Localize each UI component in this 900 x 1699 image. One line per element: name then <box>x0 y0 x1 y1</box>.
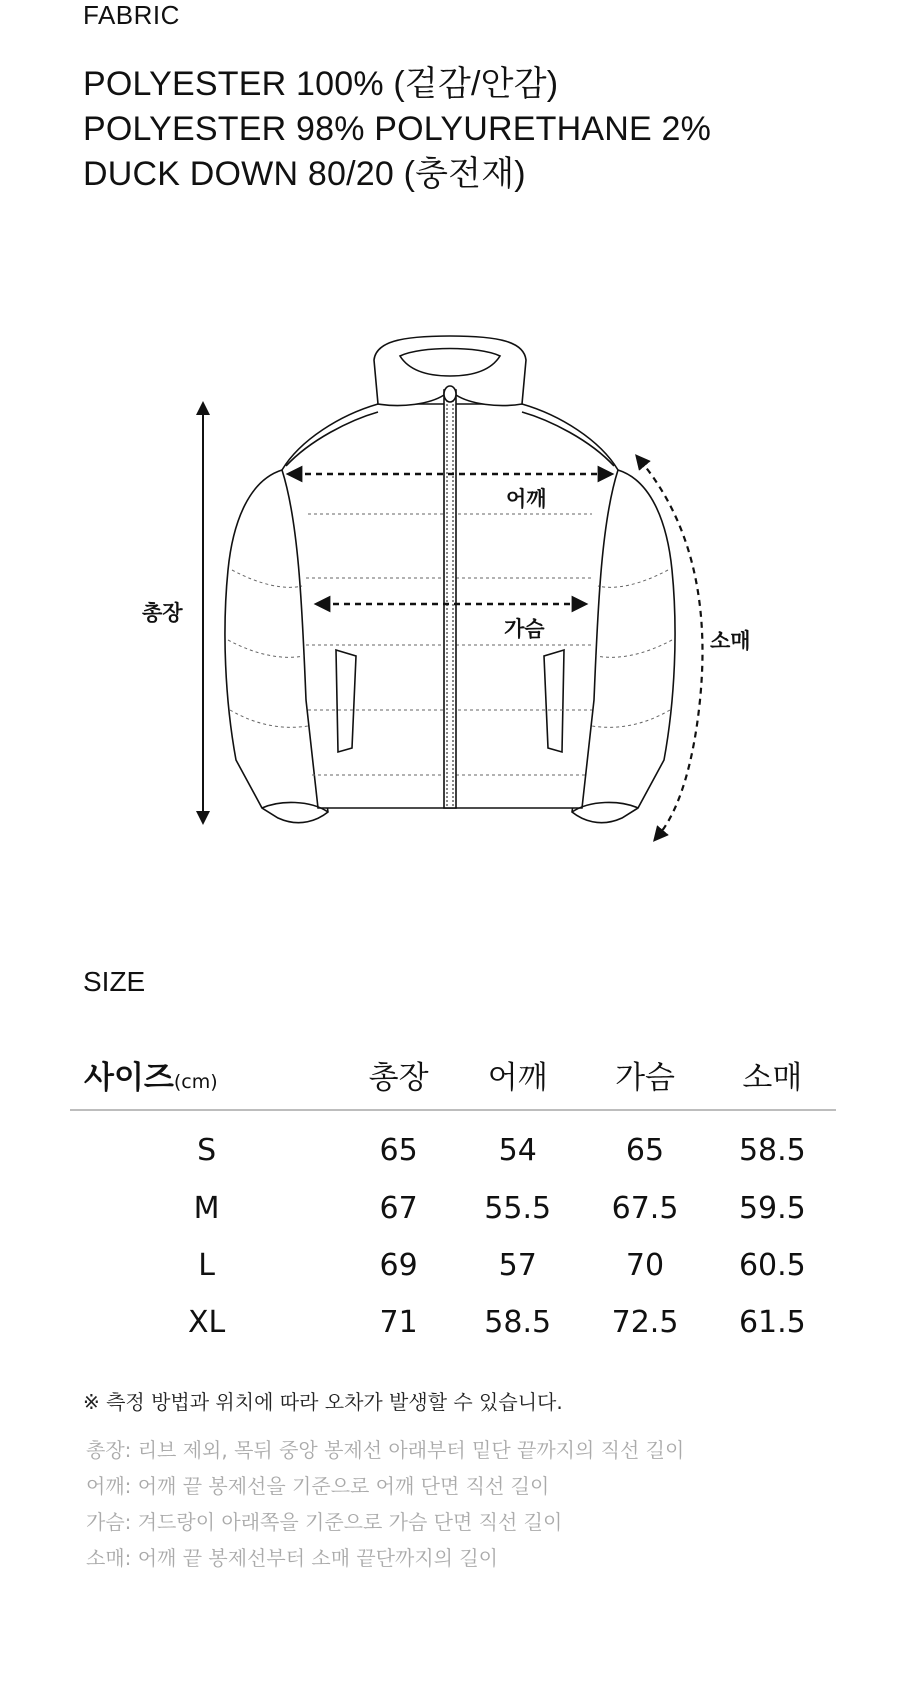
fabric-composition <box>83 62 711 197</box>
value-cell: 58.5 <box>738 1132 806 1168</box>
value-cell: 57 <box>498 1248 537 1283</box>
jacket-illustration <box>225 336 675 823</box>
fabric-line-filling: DUCK DOWN 80/20 (충전재) <box>83 155 526 193</box>
shoulder-label: 어깨 <box>506 487 547 511</box>
size-cell: S <box>197 1132 217 1168</box>
value-cell: 58.5 <box>484 1305 552 1340</box>
jacket-measurement-diagram <box>0 300 900 860</box>
column-header-sleeve: 소매 <box>709 1045 836 1110</box>
fabric-line-outer: POLYESTER 100% (겉감/안감) <box>83 65 559 103</box>
size-cell: XL <box>187 1305 226 1340</box>
value-cell: 55.5 <box>484 1191 552 1226</box>
size-table-header-row <box>70 1045 836 1110</box>
value-cell: 60.5 <box>738 1248 806 1283</box>
value-cell: 71 <box>379 1305 418 1340</box>
total-length-label: 총장 <box>142 601 183 625</box>
fabric-heading: FABRIC <box>83 0 180 30</box>
table-row <box>70 1237 836 1294</box>
column-header-total-length: 총장 <box>343 1045 454 1110</box>
size-cell: M <box>193 1191 220 1226</box>
definition-chest: 가슴: 겨드랑이 아래쪽을 기준으로 가슴 단면 직선 길이 <box>86 1510 563 1534</box>
chest-label: 가슴 <box>504 617 545 641</box>
column-header-chest: 가슴 <box>581 1045 708 1110</box>
value-cell: 61.5 <box>738 1305 806 1340</box>
value-cell: 69 <box>379 1248 418 1283</box>
value-cell: 67 <box>379 1191 418 1226</box>
value-cell: 70 <box>625 1248 665 1283</box>
measurement-definitions <box>86 1432 684 1576</box>
table-row <box>70 1180 836 1237</box>
size-column-header: 사이즈(cm) <box>70 1045 343 1110</box>
unit-label: (cm) <box>173 1070 218 1093</box>
table-row <box>70 1294 836 1351</box>
sleeve-label: 소매 <box>710 629 751 653</box>
size-heading: SIZE <box>83 966 146 997</box>
value-cell: 59.5 <box>738 1191 806 1226</box>
value-cell: 65 <box>625 1132 665 1168</box>
definition-total-length: 총장: 리브 제외, 목뒤 중앙 봉제선 아래부터 밑단 끝까지의 직선 길이 <box>86 1438 685 1462</box>
definition-sleeve: 소매: 어깨 끝 봉제선부터 소매 끝단까지의 길이 <box>86 1546 498 1570</box>
value-cell: 72.5 <box>611 1305 679 1340</box>
value-cell: 67.5 <box>611 1191 679 1226</box>
value-cell: 65 <box>379 1132 418 1168</box>
definition-shoulder: 어깨: 어깨 끝 봉제선을 기준으로 어깨 단면 직선 길이 <box>86 1474 550 1498</box>
size-table <box>70 1045 836 1351</box>
fabric-line-stretch: POLYESTER 98% POLYURETHANE 2% <box>83 110 712 148</box>
value-cell: 54 <box>498 1132 537 1168</box>
size-cell: L <box>198 1248 215 1283</box>
column-header-shoulder: 어깨 <box>454 1045 581 1110</box>
measurement-note: ※ 측정 방법과 위치에 따라 오차가 발생할 수 있습니다. <box>83 1390 563 1414</box>
table-row <box>70 1110 836 1180</box>
